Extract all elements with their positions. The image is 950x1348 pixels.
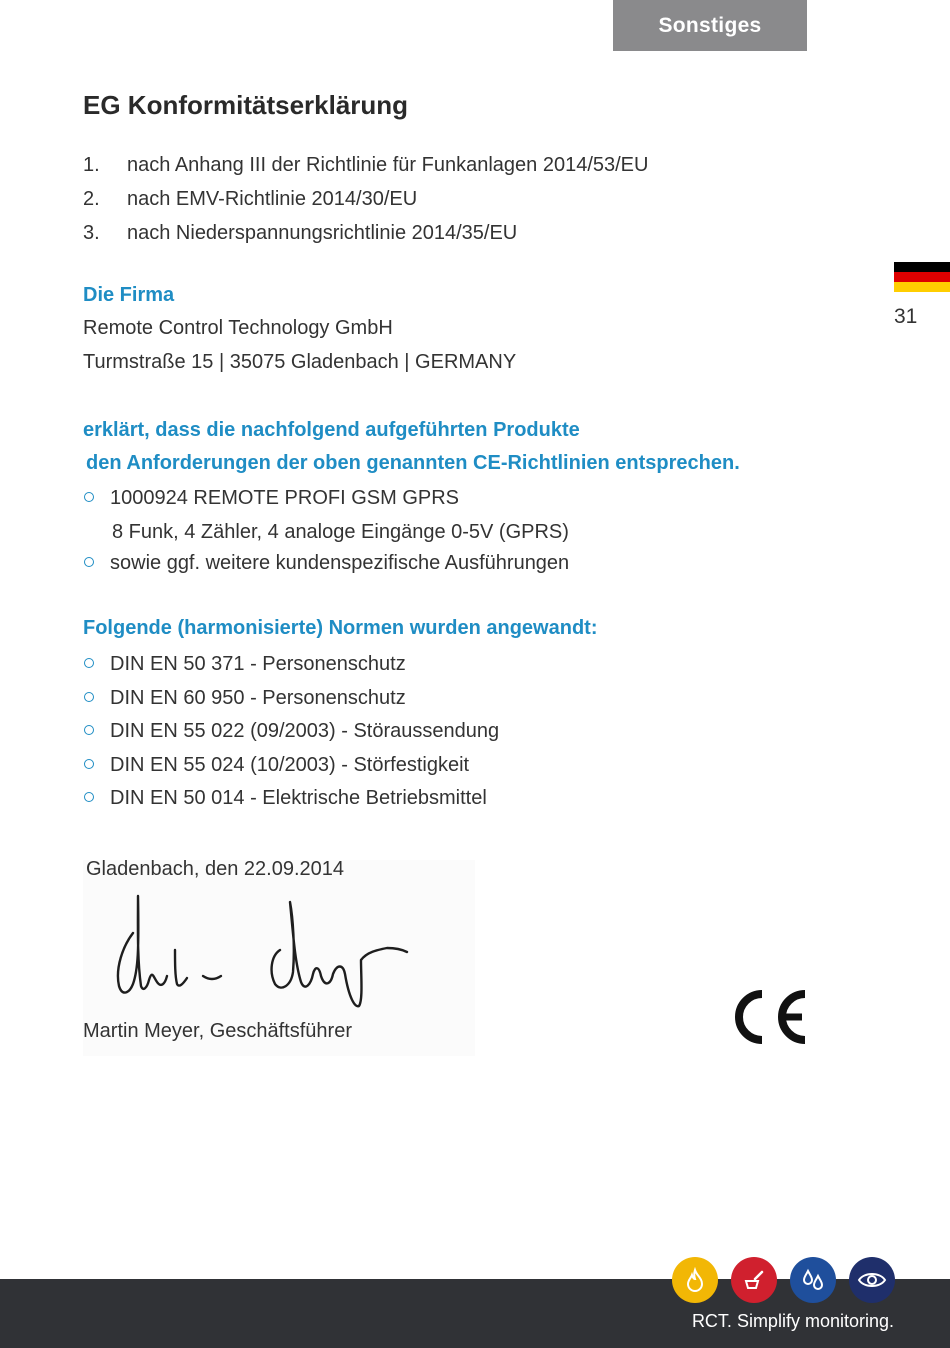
norm-text: DIN EN 55 024 (10/2003) - Störfestigkeit bbox=[110, 753, 470, 776]
product-text: sowie ggf. weitere kundenspezifische Ausführungen bbox=[110, 551, 570, 574]
signatory: Martin Meyer, Geschäftsführer bbox=[83, 1020, 352, 1042]
list-item bbox=[83, 148, 783, 182]
list-item bbox=[83, 650, 803, 684]
section-tab: Sonstiges bbox=[613, 0, 807, 51]
product-text: 1000924 REMOTE PROFI GSM GPRS bbox=[110, 487, 459, 509]
list-text: nach Anhang III der Richtlinie für Funkanlagen 2014/53/EU bbox=[127, 153, 649, 176]
bullet-circle-icon bbox=[84, 792, 94, 802]
list-number: 3. bbox=[83, 221, 100, 244]
list-item bbox=[83, 684, 803, 718]
pipe-tool-icon bbox=[731, 1257, 777, 1303]
bullet-circle-icon bbox=[84, 557, 94, 567]
product-list bbox=[83, 484, 803, 582]
list-item bbox=[83, 182, 783, 216]
declaration-line-2: den Anforderungen der oben genannten CE-Richtlinien entsprechen. bbox=[86, 452, 740, 474]
list-item bbox=[83, 216, 783, 250]
list-number: 1. bbox=[83, 153, 100, 176]
list-item bbox=[83, 751, 803, 785]
norms-heading: Folgende (harmonisierte) Normen wurden angewandt: bbox=[83, 617, 598, 639]
product-subline: 8 Funk, 4 Zähler, 4 analoge Eingänge 0-5V (GPRS) bbox=[112, 520, 569, 543]
list-number: 2. bbox=[83, 187, 100, 210]
list-item bbox=[83, 717, 803, 751]
norm-text: DIN EN 55 022 (09/2003) - Störaussendung bbox=[110, 720, 500, 742]
company-address: Turmstraße 15 | 35075 Gladenbach | GERMANY bbox=[83, 351, 517, 373]
bullet-circle-icon bbox=[84, 692, 94, 702]
footer-slogan: RCT. Simplify monitoring. bbox=[691, 1311, 894, 1331]
bullet-circle-icon bbox=[84, 492, 94, 502]
norms-list bbox=[83, 650, 803, 818]
list-text: nach Niederspannungsrichtlinie 2014/35/EU bbox=[127, 221, 518, 244]
bullet-circle-icon bbox=[84, 725, 94, 735]
eye-icon bbox=[849, 1257, 895, 1303]
place-date: Gladenbach, den 22.09.2014 bbox=[86, 858, 344, 880]
bullet-circle-icon bbox=[84, 759, 94, 769]
list-text: nach EMV-Richtlinie 2014/30/EU bbox=[127, 187, 418, 210]
list-item bbox=[83, 484, 803, 518]
list-item bbox=[83, 549, 803, 583]
declaration-line-1: erklärt, dass die nachfolgend aufgeführten Produkte bbox=[83, 419, 580, 441]
signature-image bbox=[105, 888, 415, 1013]
company-name: Remote Control Technology GmbH bbox=[83, 317, 393, 339]
flame-icon bbox=[672, 1257, 718, 1303]
water-drops-icon bbox=[790, 1257, 836, 1303]
bullet-circle-icon bbox=[84, 658, 94, 668]
directive-list bbox=[83, 148, 783, 250]
list-item bbox=[83, 784, 803, 818]
norm-text: DIN EN 60 950 - Personenschutz bbox=[110, 686, 406, 709]
page-title: EG Konformitätserklärung bbox=[83, 90, 409, 120]
ce-mark-icon bbox=[728, 988, 810, 1046]
norm-text: DIN EN 50 014 - Elektrische Betriebsmittel bbox=[110, 787, 487, 809]
page-number: 31 bbox=[894, 305, 918, 328]
norm-text: DIN EN 50 371 - Personenschutz bbox=[110, 653, 406, 675]
german-flag-icon bbox=[894, 262, 950, 292]
company-heading: Die Firma bbox=[83, 284, 175, 306]
